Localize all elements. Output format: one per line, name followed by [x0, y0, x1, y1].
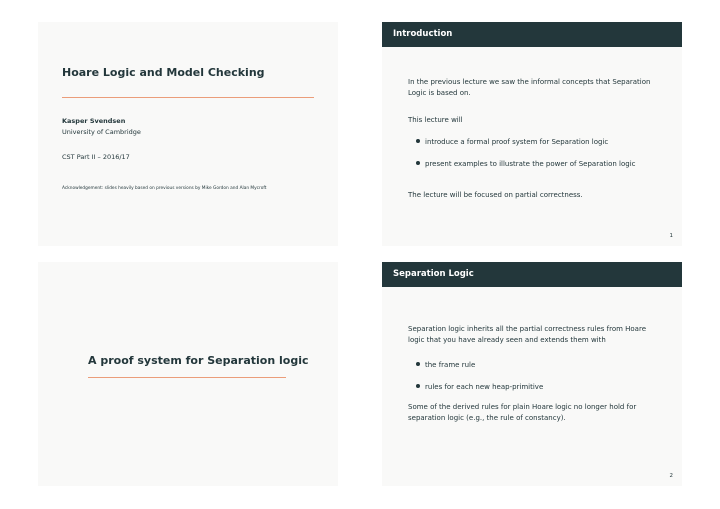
bullet-icon — [416, 384, 420, 388]
frame-title: Separation Logic — [382, 262, 682, 287]
intro-paragraph: In the previous lecture we saw the informal concepts that Separation Logic is based on. — [408, 78, 651, 98]
conclusion-paragraph: Some of the derived rules for plain Hoare logic no longer hold for separation logic (e.g., the rule of constancy). — [408, 403, 637, 423]
section-slide — [38, 262, 338, 486]
bullet-text: the frame rule — [425, 361, 476, 369]
section-title: A proof system for Separation logic — [88, 354, 309, 367]
acknowledgement: Acknowledgement: slides heavily based on previous versions by Mike Gordon and Alan Mycroft — [62, 186, 267, 191]
bullet-text: present examples to illustrate the power of Separation logic — [425, 160, 636, 168]
list-item — [416, 138, 608, 146]
bullet-text: introduce a formal proof system for Separation logic — [425, 138, 609, 146]
presentation-title: Hoare Logic and Model Checking — [62, 66, 265, 79]
title-rule — [62, 97, 314, 98]
list-item — [416, 160, 636, 168]
lecture-will-text: This lecture will — [408, 116, 463, 124]
author-institution: University of Cambridge — [62, 128, 141, 136]
intro-paragraph: Separation logic inherits all the partial correctness rules from Hoare logic that you have already seen and extends them with — [408, 325, 647, 345]
bullet-text: rules for each new heap-primitive — [425, 383, 544, 391]
introduction-slide — [382, 22, 682, 246]
list-item — [416, 383, 543, 391]
page-number: 1 — [669, 233, 673, 239]
author-name: Kasper Svendsen — [62, 117, 126, 125]
bullet-icon — [416, 139, 420, 143]
bullet-icon — [416, 362, 420, 366]
list-item — [416, 361, 475, 369]
section-rule — [88, 377, 286, 378]
course-date: CST Part II – 2016/17 — [62, 153, 130, 161]
conclusion-paragraph: The lecture will be focused on partial correctness. — [408, 191, 583, 199]
separation-logic-slide — [382, 262, 682, 486]
title-slide — [38, 22, 338, 246]
frame-title: Introduction — [382, 22, 682, 47]
bullet-icon — [416, 161, 420, 165]
page-number: 2 — [669, 473, 673, 479]
